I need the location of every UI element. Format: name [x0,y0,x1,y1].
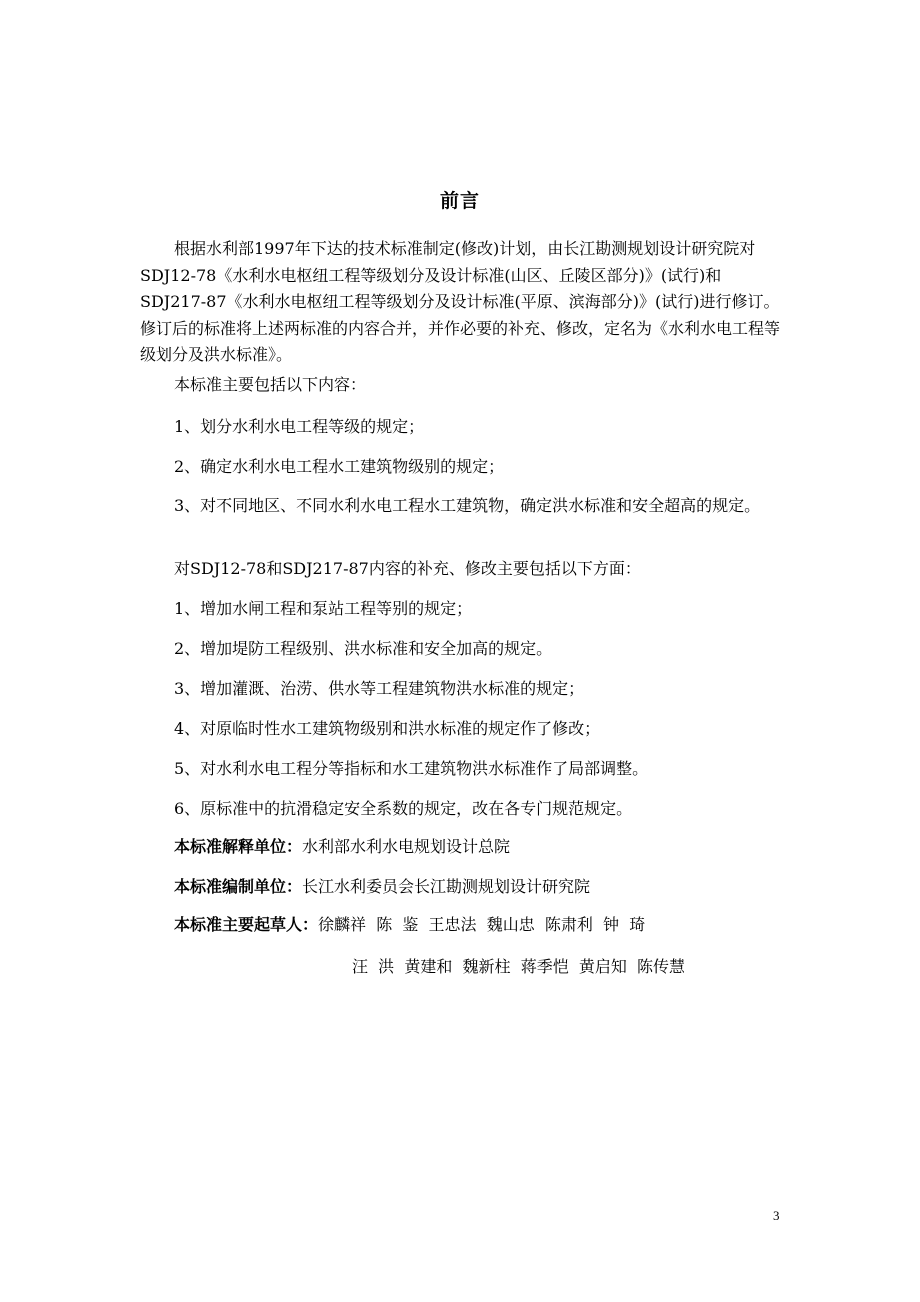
changes-item: 6、原标准中的抗滑稳定安全系数的规定，改在各专门规范规定。 [174,799,633,818]
changes-item: 4、对原临时性水工建筑物级别和洪水标准的规定作了修改； [174,719,601,738]
interpret-unit-value: 水利部水利水电规划设计总院 [302,837,511,856]
contents-heading: 本标准主要包括以下内容： [174,375,367,394]
page-title: 前言 [439,190,480,212]
drafters-names-2: 汪 洪 黄建和 魏新柱 蒋季恺 黄启知 陈传慧 [352,957,686,976]
changes-heading: 对SDJ12-78和SDJ217-87内容的补充、修改主要包括以下方面： [174,559,641,578]
changes-item: 3、增加灌溉、治涝、供水等工程建筑物洪水标准的规定； [174,679,585,698]
changes-item: 1、增加水闸工程和泵站工程等别的规定； [174,599,473,618]
drafters-names-1: 徐麟祥 陈 鉴 王忠法 魏山忠 陈肃利 钟 琦 [318,915,646,934]
compile-unit-label: 本标准编制单位： [174,877,303,896]
contents-item: 3、对不同地区、不同水利水电工程水工建筑物，确定洪水标准和安全超高的规定。 [174,496,761,515]
compile-unit-line [174,876,590,898]
interpret-unit-line [174,836,510,858]
page-number: 3 [773,1208,780,1223]
compile-unit-value: 长江水利委员会长江勘测规划设计研究院 [302,877,591,896]
changes-item: 5、对水利水电工程分等指标和水工建筑物洪水标准作了局部调整。 [174,759,649,778]
intro-paragraph: 根据水利部1997年下达的技术标准制定(修改)计划，由长江勘测规划设计研究院对SDJ12-78《水利水电枢纽工程等级划分及设计标准(山区、丘陵区部分)》(试行)和SDJ217-87《水利水电枢纽工程等级划分及设计标准(平原、滨海部分)》(试行)进行修订。修订后的标准将上述两标准的内容合并，并作必要的补充、修改，定名为《水利水电工程等级划分及洪水标准》。 [140,239,781,364]
interpret-unit-label: 本标准解释单位： [174,837,303,856]
drafters-label: 本标准主要起草人： [174,915,319,934]
drafters-line [174,914,645,936]
changes-item: 2、增加堤防工程级别、洪水标准和安全加高的规定。 [174,639,553,658]
contents-item: 2、确定水利水电工程水工建筑物级别的规定； [174,457,505,476]
contents-item: 1、划分水利水电工程等级的规定； [174,417,425,436]
